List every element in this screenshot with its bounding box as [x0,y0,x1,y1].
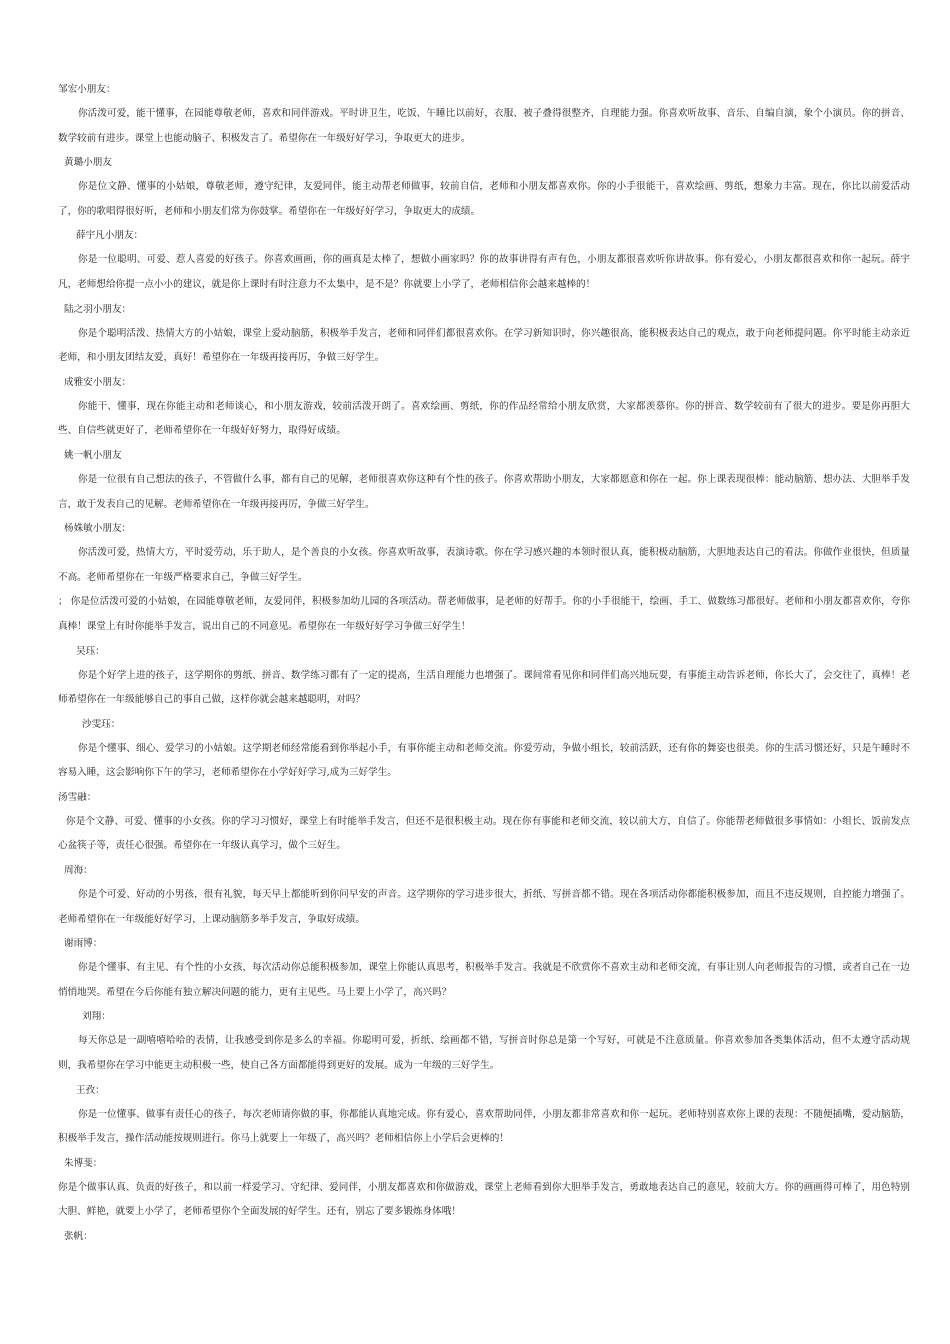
comment-text: 你是一位很有自己想法的孩子，不管做什么事，都有自己的见解，老师很喜欢你这种有个性的孩子。你喜欢帮助小朋友，大家都愿意和你在一起。你上课表现很棒：能动脑筋、想办法、大胆举手发言，敢于发表自己的见解。老师希望你在一年级再接再厉，争做三好学生。 [58,473,910,510]
student-name: 邹宏小朋友： [58,84,116,95]
document-body [58,78,910,1249]
student-name: 汤雪融： [58,791,97,803]
student-name: 王孜： [76,1084,105,1096]
comment-text: ； 你是位活泼可爱的小姑娘，在园能尊敬老师，友爱同伴，积极参加幼儿园的各项活动。帮老师做事，是老师的好帮手。你的小手很能干，绘画、手工、做数练习都很好。老师和小朋友都喜欢你，夸你真棒！课堂上有时你能举手发言，说出自己的不同意见。希望你在一年级好好学习争做三好学生！ [58,596,910,632]
student-name: 成雅安小朋友： [64,376,132,388]
comment-text: 你是个文静、可爱、懂事的小女孩。你的学习习惯好，课堂上有时能举手发言，但还不是很积极主动。现在你有事能和老师交流，较以前大方，自信了。你能帮老师做很多事情如：小组长、饭前发点心盆筷子等，责任心很强。希望你在一年级认真学习，做个三好生。 [58,815,910,852]
comment-text: 你是个聪明活泼、热情大方的小姑娘，课堂上爱动脑筋，积极举手发言，老师和同伴们都很喜欢你。在学习新知识时，你兴趣很高，能积极表达自己的观点，敢于向老师提问题。你平时能主动亲近老师，和小朋友团结友爱，真好！希望你在一年级再接再厉，争做三好学生。 [58,327,910,364]
student-name: 谢雨博： [64,938,103,950]
comment-entry [58,371,910,444]
comment-text: 你活泼可爱，能干懂事，在园能尊敬老师，喜欢和同伴游戏。平时讲卫生，吃饭、午睡比以前好，衣服、被子叠得很整齐，自理能力强。你喜欢听故事、音乐、自编自演，象个小演员。你的拼音、数学较前有进步。课堂上也能动脑子、积极发言了。希望你在一年级好好学习，争取更大的进步。 [58,108,910,144]
student-name: 吴珏： [76,645,105,657]
student-name: 薛宇凡小朋友： [76,230,144,242]
comment-entry [58,1152,910,1225]
comment-entry [58,590,910,639]
comment-text: 你能干、懂事，现在你能主动和老师谈心，和小朋友游戏，较前活泼开朗了。喜欢绘画、剪纸，你的作品经常给小朋友欣赏，大家都羡慕你。你的拼音、数学较前有了很大的进步。要是你再胆大些、自信些就更好了，老师希望你在一年级好好努力，取得好成绩。 [58,400,910,437]
comment-entry [58,1079,910,1152]
comment-entry [58,1005,910,1078]
comment-text: 你是个懂事、有主见、有个性的小女孩，每次活动你总能积极参加，课堂上你能认真思考，积极举手发言。我就是不欣赏你不喜欢主动和老师交流，有事让别人向老师报告的习惯，或者自己在一边悄悄地哭。希望在今后你能有独立解决问题的能力，更有主见些。马上要上小学了，高兴吗？ [58,962,910,998]
student-name: 姚一帆小朋友 [64,449,122,461]
comment-entry [58,78,910,151]
comment-entry [58,932,910,1005]
comment-entry [58,298,910,371]
comment-text: 你是个可爱、好动的小男孩，很有礼貌，每天早上都能听到你问早安的声音。这学期你的学习进步很大，折纸、写拼音都不错。现在各项活动你都能积极参加，而且不违反规则，自控能力增强了。老师希望你在一年级能好好学习，上课动脑筋多举手发言，争取好成绩。 [58,889,910,925]
student-name: 张帆： [64,1231,93,1242]
comment-text: 你是个做事认真、负责的好孩子，和以前一样爱学习、守纪律、爱同伴，小朋友都喜欢和你做游戏，课堂上老师看到你大胆举手发言，勇敢地表达自己的意见，较前大方。你的画画得可棒了，用色特别大胆、鲜艳，就要上小学了，老师希望你个全面发展的好学生。还有，别忘了要多锻炼身体哦！ [58,1181,910,1218]
student-name: 沙雯珏： [82,718,121,730]
student-name: 刘翔： [82,1011,111,1023]
comment-entry [58,1225,910,1249]
student-name: 朱博斐： [64,1157,103,1169]
comment-entry [58,859,910,932]
comment-entry [58,786,910,859]
comment-entry [58,224,910,297]
comment-text: 你活泼可爱，热情大方，平时爱劳动，乐于助人，是个善良的小女孩。你喜欢听故事，表演诗歌。你在学习感兴趣的本领时很认真，能积极动脑筋，大胆地表达自己的看法。你做作业很快，但质量不高。老师希望你在一年级严格要求自己，争做三好学生。 [58,547,910,583]
comment-text: 你是一位聪明、可爱、惹人喜爱的好孩子。你喜欢画画，你的画真是太棒了，想做小画家吗？你的故事讲得有声有色，小朋友都很喜欢听你讲故事。你有爱心，小朋友都很喜欢和你一起玩。薛宇凡，老师想给你提一点小小的建议，就是你上课时有时注意力不太集中，是不是？你就要上小学了，老师相信你会越来越棒的！ [58,254,910,290]
comment-text: 你是个好学上进的孩子，这学期你的剪纸、拼音、数学练习都有了一定的提高，生活自理能力也增强了。课间常看见你和同伴们高兴地玩耍，有事能主动告诉老师，你长大了，会交往了，真棒！老师希望你在一年级能够自己的事自己做，这样你就会越来越聪明，对吗？ [58,669,910,706]
comment-text: 你是位文静、懂事的小姑娘，尊敬老师，遵守纪律，友爱同伴，能主动帮老师做事，较前自信，老师和小朋友都喜欢你。你的小手很能干，喜欢绘画、剪纸，想象力丰富。现在，你比以前爱活动了，你的歌唱得很好听，老师和小朋友们常为你鼓掌。希望你在一年级好好学习，争取更大的成绩。 [58,181,910,217]
student-name: 黄璐小朋友 [64,157,112,169]
comment-entry [58,151,910,224]
student-name: 杨姝敏小朋友： [64,523,132,535]
comment-entry [58,444,910,517]
comment-entry [58,713,910,786]
comment-text: 每天你总是一副嘻嘻哈哈的表情，让我感受到你是多么的幸福。你聪明可爱，折纸、绘画都不错，写拼音时你总是第一个写好，可就是不注意质量。你喜欢参加各类集体活动，但不太遵守活动规则，我希望你在学习中能更主动积极一些，使自己各方面都能得到更好的发展。成为一年级的三好学生。 [58,1035,910,1072]
comment-text: 你是一位懂事、做事有责任心的孩子，每次老师请你做的事，你都能认真地完成。你有爱心，喜欢帮助同伴，小朋友都非常喜欢和你一起玩。老师特别喜欢你上课的表现：不随便插嘴，爱动脑筋，积极举手发言，操作活动能按规则进行。你马上就要上一年级了，高兴吗？老师相信你上小学后会更棒的！ [58,1108,910,1145]
student-name: 陆之羽小朋友： [64,303,132,315]
student-name: 周海： [64,865,93,877]
comment-entry [58,640,910,713]
comment-entry [58,517,910,590]
comment-text: 你是个懂事、细心、爱学习的小姑娘。这学期老师经常能看到你举起小手，有事你能主动和老师交流。你爱劳动，争做小组长，较前活跃，还有你的舞姿也很美。你的生活习惯还好，只是午睡时不容易入睡，这会影响你下午的学习，老师希望你在小学好好学习,成为三好学生。 [58,742,910,779]
